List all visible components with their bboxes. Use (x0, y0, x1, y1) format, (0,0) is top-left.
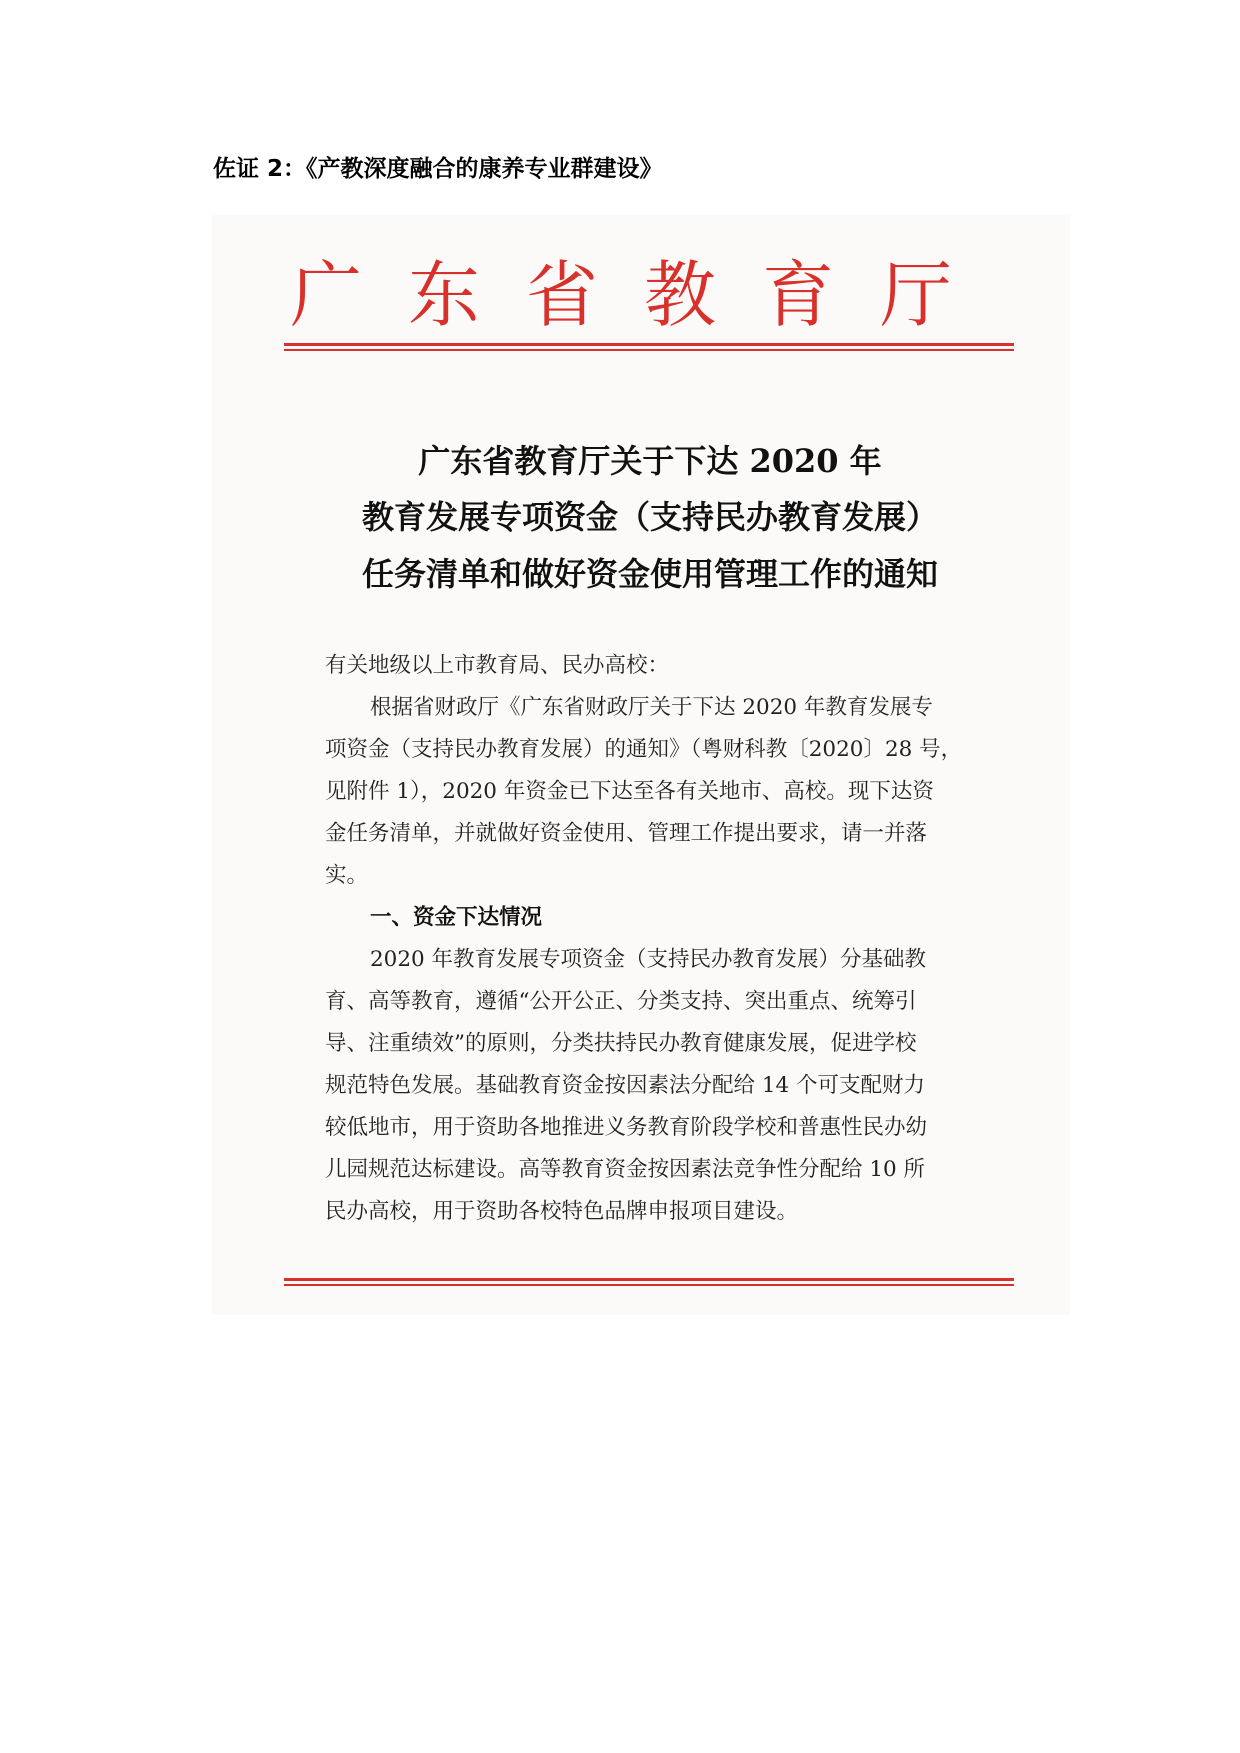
letterhead-top-rule (284, 343, 1014, 346)
document-title-line: 广东省教育厅关于下达 2020 年 (418, 442, 882, 480)
letterhead-char: 育 (762, 253, 835, 337)
letterhead-char: 东 (408, 253, 481, 337)
paragraph-line: 金任务清单，并就做好资金使用、管理工作提出要求，请一并落 (325, 821, 928, 846)
letterhead-char: 厅 (880, 253, 953, 337)
letterhead-char: 教 (644, 253, 717, 337)
salutation: 有关地级以上市教育局、民办高校： (325, 653, 670, 678)
letterhead-bottom-rule (284, 349, 1014, 351)
paragraph-line: 较低地市，用于资助各地推进义务教育阶段学校和普惠性民办幼 (325, 1115, 928, 1140)
paragraph-line: 见附件 1），2020 年资金已下达至各有关地市、高校。现下达资 (325, 779, 934, 804)
footer-bottom-rule (284, 1284, 1014, 1286)
paragraph-line: 儿园规范达标建设。高等教育资金按因素法竞争性分配给 10 所 (325, 1157, 926, 1182)
paragraph-line: 导、注重绩效”的原则，分类扶持民办教育健康发展，促进学校 (325, 1031, 917, 1056)
document-title-line: 任务清单和做好资金使用管理工作的通知 (361, 555, 938, 593)
paragraph-line: 规范特色发展。基础教育资金按因素法分配给 14 个可支配财力 (325, 1073, 926, 1098)
scanned-document-image (212, 215, 1070, 1315)
letterhead (290, 250, 990, 340)
paragraph-line: 2020 年教育发展专项资金（支持民办教育发展）分基础教 (370, 947, 927, 972)
paragraph-line: 育、高等教育，遵循“公开公正、分类支持、突出重点、统筹引 (325, 989, 917, 1014)
letterhead-char: 广 (290, 253, 363, 337)
paragraph-line: 项资金（支持民办教育发展）的通知》（粤财科教〔2020〕28 号， (325, 737, 963, 762)
evidence-caption: 佐证 2：《产教深度融合的康养专业群建设》 (213, 156, 663, 182)
paragraph-line: 实。 (325, 863, 369, 888)
letterhead-char: 省 (526, 253, 599, 337)
section-heading: 一、资金下达情况 (370, 905, 543, 930)
footer-top-rule (284, 1278, 1014, 1281)
paragraph-line: 根据省财政厅《广东省财政厅关于下达 2020 年教育发展专 (370, 695, 933, 720)
document-title-line: 教育发展专项资金（支持民办教育发展） (361, 498, 938, 536)
paragraph-line: 民办高校，用于资助各校特色品牌申报项目建设。 (325, 1199, 799, 1224)
